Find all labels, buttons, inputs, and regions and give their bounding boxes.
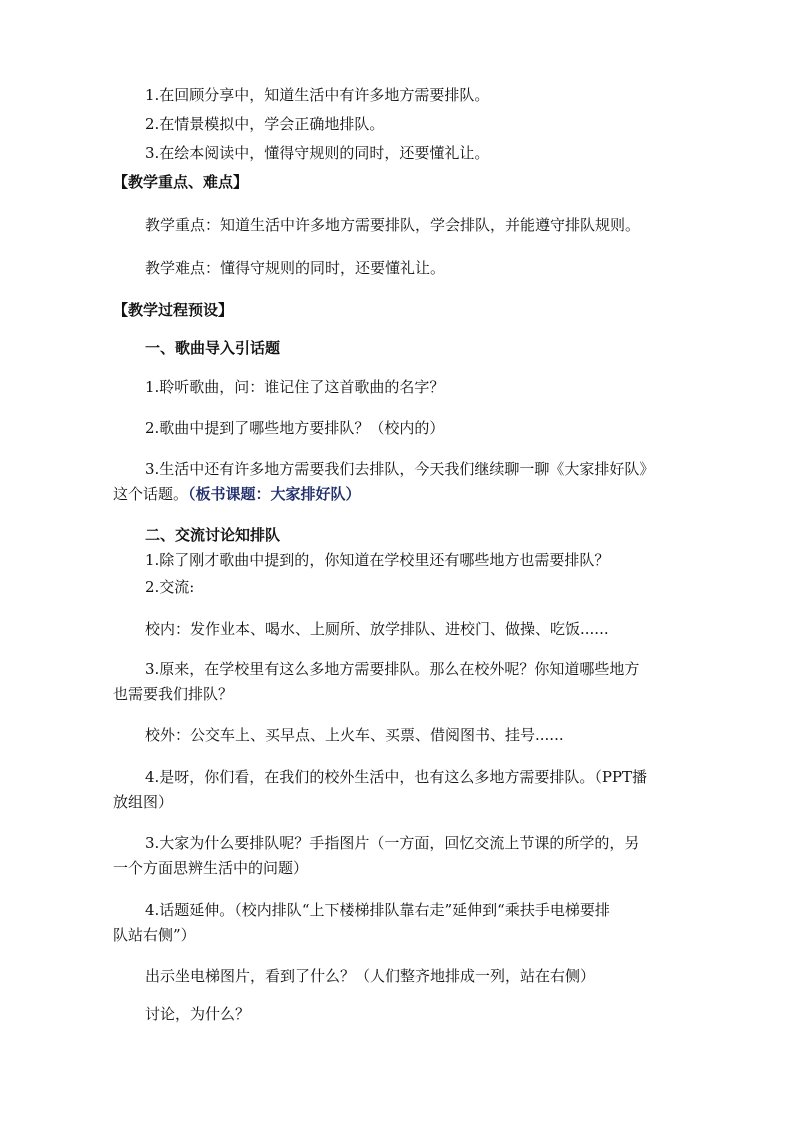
section-2-item-5-line-1: 3.大家为什么要排队呢？手指图片（一方面，回忆交流上节课的所学的，另 xyxy=(145,834,640,852)
teaching-difficulty: 教学难点：懂得守规则的同时，还要懂礼让。 xyxy=(145,259,446,277)
key-points-heading: 【教学重点、难点】 xyxy=(113,173,249,191)
board-title-note: （板书课题：大家排好队） xyxy=(188,485,361,503)
escalator-prompt: 出示坐电梯图片，看到了什么？（人们整齐地排成一列，站在右侧） xyxy=(145,967,596,985)
section-2-item-1: 1.除了刚才歌曲中提到的，你知道在学校里还有哪些地方也需要排队？ xyxy=(145,551,610,569)
process-heading: 【教学过程预设】 xyxy=(113,301,234,319)
section-2-title: 二、交流讨论知排队 xyxy=(145,526,281,544)
section-2-item-6-line-1: 4.话题延伸。（校内排队“上下楼梯排队靠右走”延伸到“乘扶手电梯要排 xyxy=(145,901,610,919)
inside-school-list: 校内：发作业本、喝水、上厕所、放学排队、进校门、做操、吃饭...... xyxy=(145,620,609,638)
section-2-item-5-line-2: 一个方面思辨生活中的问题） xyxy=(113,859,309,877)
section-2-item-6-line-2: 队站右侧”） xyxy=(113,926,196,944)
section-2-item-3-line-2: 也需要我们排队？ xyxy=(113,685,234,703)
goal-2: 2.在情景模拟中，学会正确地排队。 xyxy=(145,115,385,133)
section-1-item-1: 1.聆听歌曲，问：谁记住了这首歌曲的名字？ xyxy=(145,378,445,396)
section-2-item-4-line-1: 4.是呀，你们看，在我们的校外生活中，也有这么多地方需要排队。（PPT播 xyxy=(145,768,648,786)
section-2-item-3-line-1: 3.原来，在学校里有这么多地方需要排队。那么在校外呢？你知道哪些地方 xyxy=(145,660,640,678)
section-2-item-2: 2.交流: xyxy=(145,578,195,596)
section-1-item-3-line-2 xyxy=(113,484,361,504)
section-1-item-2: 2.歌曲中提到了哪些地方要排队？（校内的） xyxy=(145,419,445,437)
section-1-title: 一、歌曲导入引话题 xyxy=(145,339,281,357)
teaching-focus: 教学重点：知道生活中许多地方需要排队，学会排队，并能遵守排队规则。 xyxy=(145,216,641,234)
section-1-item-3-text: 这个话题。 xyxy=(113,485,189,503)
section-1-item-3-line-1: 3.生活中还有许多地方需要我们去排队，今天我们继续聊一聊《大家排好队》 xyxy=(145,460,655,478)
section-2-item-4-line-2: 放组图） xyxy=(113,793,174,811)
goal-1: 1.在回顾分享中，知道生活中有许多地方需要排队。 xyxy=(145,86,490,104)
discussion-prompt: 讨论，为什么？ xyxy=(145,1005,251,1023)
goal-3: 3.在绘本阅读中，懂得守规则的同时，还要懂礼让。 xyxy=(145,144,490,162)
outside-school-list: 校外：公交车上、买早点、上火车、买票、借阅图书、挂号...... xyxy=(145,726,564,744)
